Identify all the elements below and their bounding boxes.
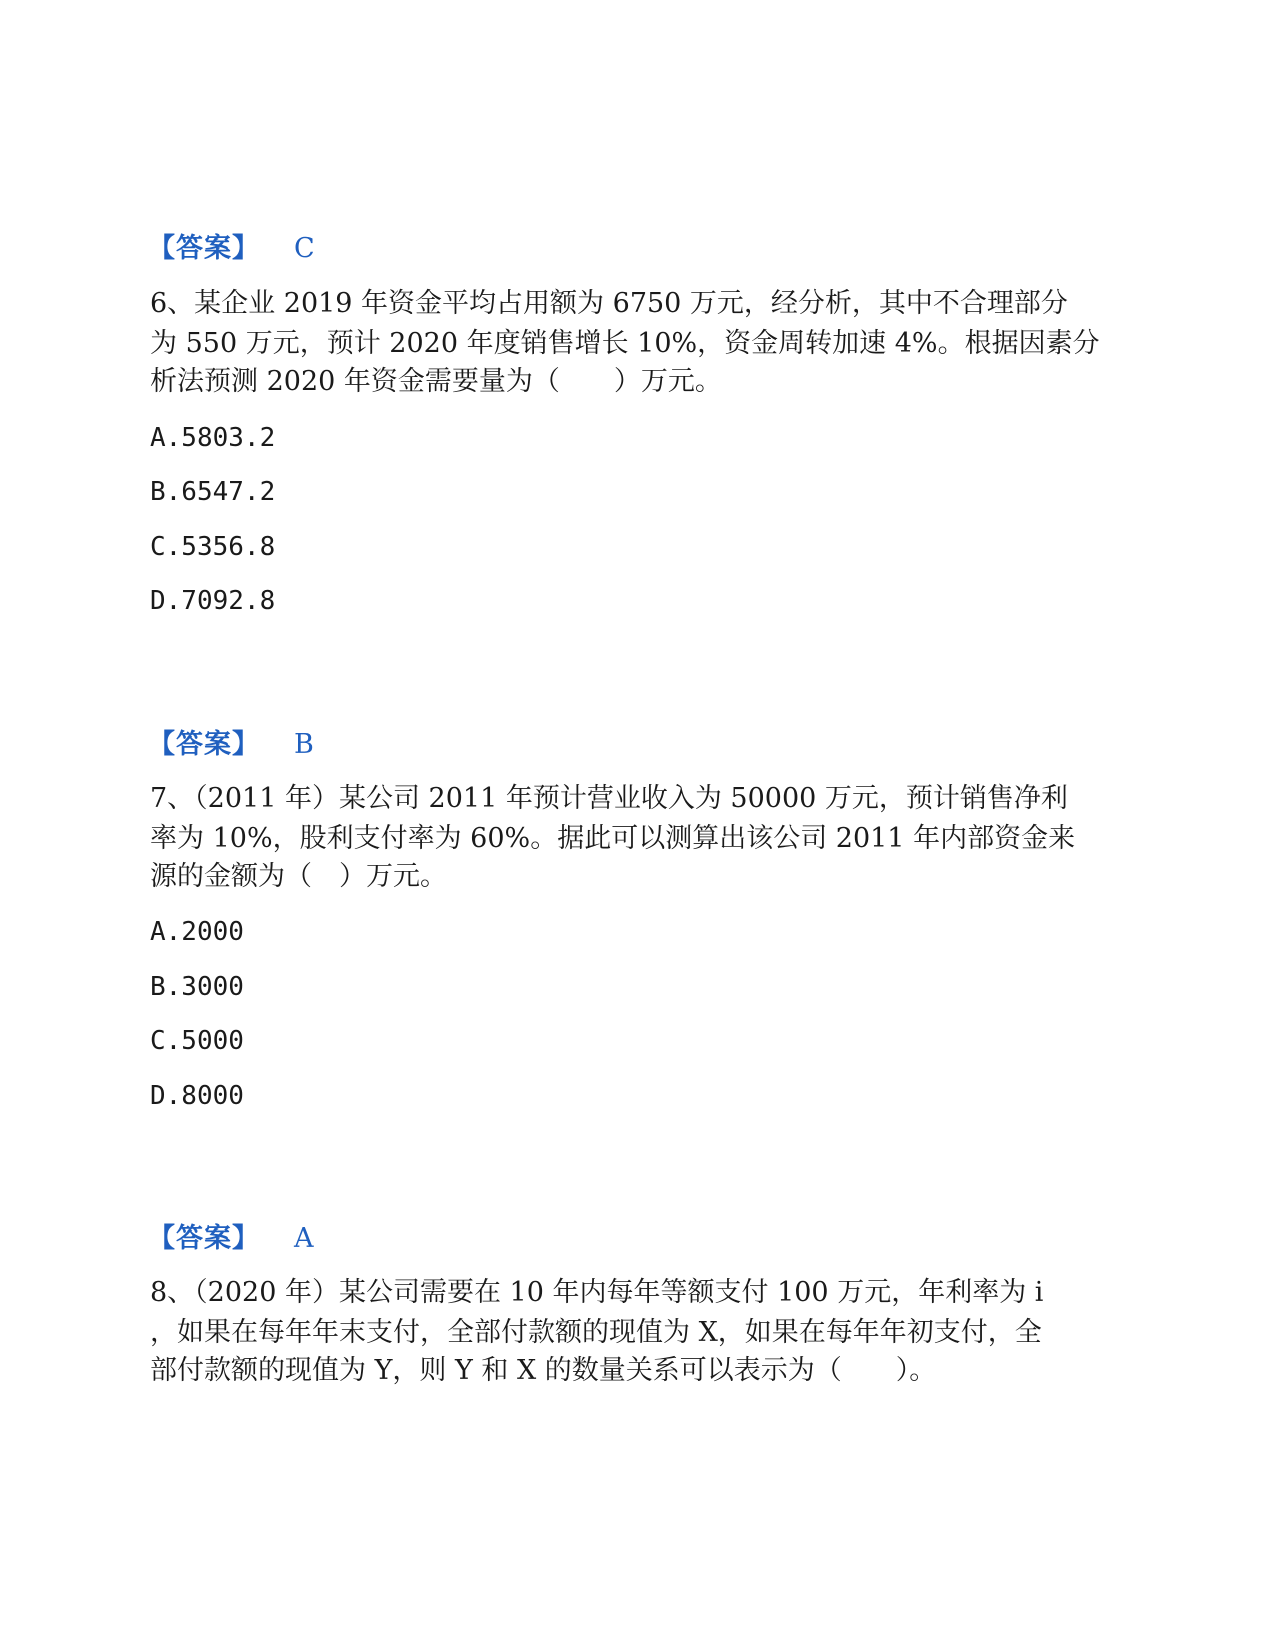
question-7-option-d: D.8000 xyxy=(150,1081,244,1111)
question-8-line-1: 8、（2020 年）某公司需要在 10 年内每年等额支付 100 万元，年利率为 i xyxy=(150,1277,1044,1308)
answer-value: C xyxy=(294,233,315,264)
question-6-line-1: 6、某企业 2019 年资金平均占用额为 6750 万元，经分析，其中不合理部分 xyxy=(150,288,1068,319)
question-7-line-2: 率为 10%，股利支付率为 60%。据此可以测算出该公司 2011 年内部资金来 xyxy=(150,823,1076,854)
question-7-option-a: A.2000 xyxy=(150,917,244,947)
question-6-option-c: C.5356.8 xyxy=(150,532,276,562)
question-8-line-2: ，如果在每年年末支付，全部付款额的现值为 X，如果在每年年初支付，全 xyxy=(150,1317,1042,1348)
question-6-line-3: 析法预测 2020 年资金需要量为（ ）万元。 xyxy=(150,366,722,397)
question-6-line-2: 为 550 万元，预计 2020 年度销售增长 10%，资金周转加速 4%。根据因素分 xyxy=(150,328,1100,359)
answer-label: 【答案】 xyxy=(148,233,260,264)
question-7-option-b: B.3000 xyxy=(150,972,244,1002)
question-7-line-1: 7、（2011 年）某公司 2011 年预计营业收入为 50000 万元，预计销售净利 xyxy=(150,783,1068,814)
answer-label: 【答案】 xyxy=(148,1223,260,1254)
answer-row-3 xyxy=(148,1219,314,1259)
question-6-option-d: D.7092.8 xyxy=(150,586,276,616)
question-7-line-3: 源的金额为（ ）万元。 xyxy=(150,861,447,892)
question-6-option-a: A.5803.2 xyxy=(150,423,276,453)
answer-label: 【答案】 xyxy=(148,729,260,760)
answer-row-1 xyxy=(148,229,315,269)
answer-row-2 xyxy=(148,725,314,765)
answer-value: B xyxy=(294,729,314,760)
answer-value: A xyxy=(294,1223,314,1254)
question-6-option-b: B.6547.2 xyxy=(150,477,276,507)
question-7-option-c: C.5000 xyxy=(150,1026,244,1056)
question-8-line-3: 部付款额的现值为 Y，则 Y 和 X 的数量关系可以表示为（ ）。 xyxy=(150,1355,937,1386)
